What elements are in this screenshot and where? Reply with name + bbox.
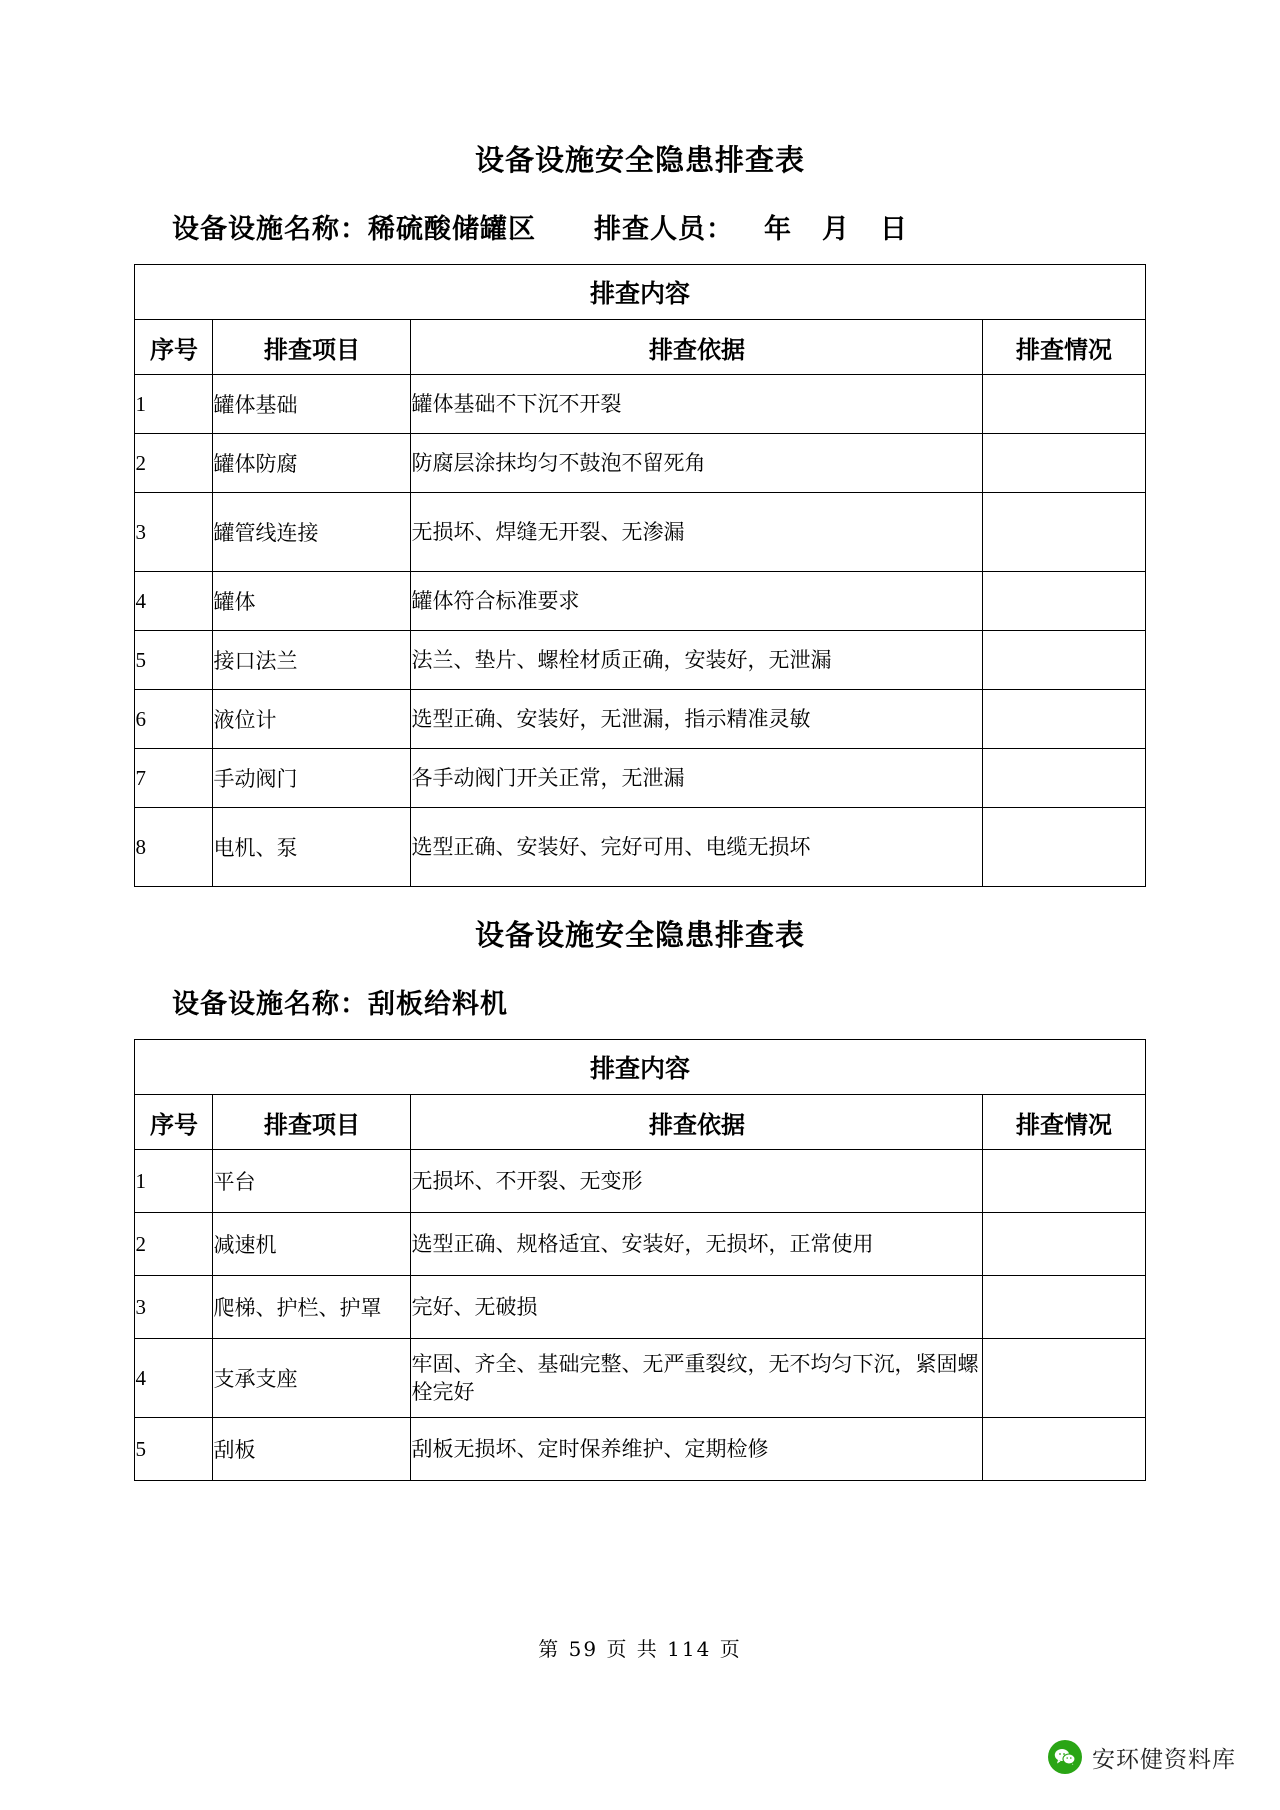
cell-status[interactable]	[983, 1339, 1145, 1418]
cell-item: 手动阀门	[213, 749, 411, 808]
table-row	[135, 434, 1145, 493]
equipment-name-label-2: 设备设施名称：	[172, 989, 368, 1020]
table-band-label: 排查内容	[135, 265, 1145, 320]
table-row	[135, 690, 1145, 749]
cell-basis: 无损坏、焊缝无开裂、无渗漏	[411, 493, 983, 572]
cell-status[interactable]	[983, 1276, 1145, 1339]
cell-basis: 法兰、垫片、螺栓材质正确，安装好，无泄漏	[411, 631, 983, 690]
cell-status[interactable]	[983, 631, 1145, 690]
cell-status[interactable]	[983, 493, 1145, 572]
cell-item: 罐体基础	[213, 375, 411, 434]
cell-basis: 刮板无损坏、定时保养维护、定期检修	[411, 1418, 983, 1481]
inspector-label: 排查人员：	[594, 214, 734, 245]
cell-no: 3	[135, 1276, 213, 1339]
cell-status[interactable]	[983, 434, 1145, 493]
cell-status[interactable]	[983, 808, 1145, 887]
cell-no: 1	[135, 1150, 213, 1213]
cell-status[interactable]	[983, 1213, 1145, 1276]
cell-status[interactable]	[983, 1418, 1145, 1481]
cell-item: 罐体防腐	[213, 434, 411, 493]
table-row	[135, 631, 1145, 690]
subtitle-section1	[52, 179, 1228, 246]
subtitle-section2	[52, 954, 1228, 1021]
page-title-section2: 设备设施安全隐患排查表	[474, 918, 805, 952]
cell-basis: 防腐层涂抹均匀不鼓泡不留死角	[411, 434, 983, 493]
equipment-name-value: 稀硫酸储罐区	[368, 214, 536, 245]
col-header-basis: 排查依据	[411, 1095, 983, 1150]
cell-no: 5	[135, 1418, 213, 1481]
table-header-row	[135, 1095, 1145, 1150]
cell-item: 支承支座	[213, 1339, 411, 1418]
col-header-no: 序号	[135, 1095, 213, 1150]
table-row	[135, 1418, 1145, 1481]
col-header-item: 排查项目	[213, 320, 411, 375]
date-year: 年	[764, 214, 792, 245]
page-title-section1: 设备设施安全隐患排查表	[474, 143, 805, 177]
cell-item: 平台	[213, 1150, 411, 1213]
equipment-name-value-2: 刮板给料机	[368, 989, 508, 1020]
cell-no: 8	[135, 808, 213, 887]
table-row	[135, 1213, 1145, 1276]
cell-status[interactable]	[983, 375, 1145, 434]
cell-basis: 罐体基础不下沉不开裂	[411, 375, 983, 434]
cell-item: 电机、泵	[213, 808, 411, 887]
col-header-item: 排查项目	[213, 1095, 411, 1150]
cell-status[interactable]	[983, 749, 1145, 808]
inspection-table-section1	[134, 264, 1145, 887]
cell-no: 3	[135, 493, 213, 572]
watermark	[1048, 1740, 1236, 1774]
page-footer: 第 59 页 共 114 页	[538, 1637, 742, 1661]
cell-basis: 罐体符合标准要求	[411, 572, 983, 631]
col-header-basis: 排查依据	[411, 320, 983, 375]
cell-basis: 无损坏、不开裂、无变形	[411, 1150, 983, 1213]
cell-basis: 各手动阀门开关正常，无泄漏	[411, 749, 983, 808]
date-month: 月	[822, 214, 850, 245]
cell-item: 接口法兰	[213, 631, 411, 690]
col-header-status: 排查情况	[983, 320, 1145, 375]
cell-no: 7	[135, 749, 213, 808]
cell-basis: 完好、无破损	[411, 1276, 983, 1339]
cell-no: 4	[135, 572, 213, 631]
table-band-row	[135, 1040, 1145, 1095]
cell-status[interactable]	[983, 1150, 1145, 1213]
date-day: 日	[880, 214, 908, 245]
cell-basis: 选型正确、安装好，无泄漏，指示精准灵敏	[411, 690, 983, 749]
cell-item: 减速机	[213, 1213, 411, 1276]
table-row	[135, 808, 1145, 887]
table-row	[135, 749, 1145, 808]
table-band-label: 排查内容	[135, 1040, 1145, 1095]
table-row	[135, 375, 1145, 434]
cell-basis: 选型正确、安装好、完好可用、电缆无损坏	[411, 808, 983, 887]
cell-item: 液位计	[213, 690, 411, 749]
table-row	[135, 572, 1145, 631]
table-row	[135, 1150, 1145, 1213]
cell-basis: 牢固、齐全、基础完整、无严重裂纹，无不均匀下沉，紧固螺栓完好	[411, 1339, 983, 1418]
wechat-icon	[1048, 1740, 1082, 1774]
watermark-label: 安环健资料库	[1092, 1746, 1236, 1773]
table-row	[135, 1339, 1145, 1418]
cell-no: 5	[135, 631, 213, 690]
table-header-row	[135, 320, 1145, 375]
cell-no: 4	[135, 1339, 213, 1418]
table-band-row	[135, 265, 1145, 320]
cell-no: 2	[135, 1213, 213, 1276]
col-header-status: 排查情况	[983, 1095, 1145, 1150]
table-row	[135, 1276, 1145, 1339]
col-header-no: 序号	[135, 320, 213, 375]
cell-no: 2	[135, 434, 213, 493]
cell-status[interactable]	[983, 572, 1145, 631]
equipment-name-label: 设备设施名称：	[172, 214, 368, 245]
inspection-table-section2	[134, 1039, 1145, 1481]
cell-item: 罐体	[213, 572, 411, 631]
cell-basis: 选型正确、规格适宜、安装好，无损坏，正常使用	[411, 1213, 983, 1276]
cell-no: 1	[135, 375, 213, 434]
cell-item: 刮板	[213, 1418, 411, 1481]
cell-item: 罐管线连接	[213, 493, 411, 572]
table-row	[135, 493, 1145, 572]
cell-status[interactable]	[983, 690, 1145, 749]
cell-no: 6	[135, 690, 213, 749]
cell-item: 爬梯、护栏、护罩	[213, 1276, 411, 1339]
